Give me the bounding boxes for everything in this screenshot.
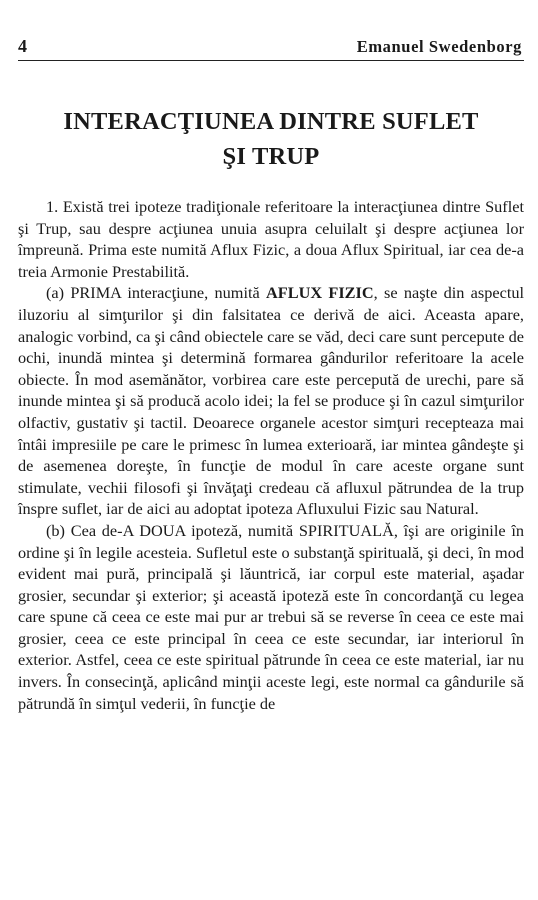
- running-head-author: Emanuel Swedenborg: [356, 37, 522, 56]
- chapter-title: [18, 104, 524, 174]
- paragraph-a: [18, 282, 524, 520]
- paragraph-a-text: , se naşte din aspectul iluzoriu al simţurilor şi din falsitatea ce derivă de aici. Aceasta apare, analogic vorbind, ca şi când obiectele care se văd, deci care sunt percepute de ochi, inundă mintea şi determină formarea gândurilor referitoare la acele obiecte. În mod asemănător, vorbirea care este percepută de urechi, pare să inunde mintea şi să producă acolo idei; la fel se produce şi în cazul simţurilor olfactiv, gustativ şi tactil. Deoarece organele acestor simţuri recepteaza mai întâi impresiile pe care le primesc în lumea exterioară, iar mintea gândeşte şi de asemenea doreşte, în funcţie de modul în care aceste organe sunt stimulate, vechii filosofi şi învăţaţi credeau că afluxul pătrundea de la trup înspre suflet, iar de aici au adoptat ipoteza Afluxului Fizic sau Natural.: [18, 283, 525, 519]
- page-number: 4: [18, 36, 27, 56]
- paragraph-1: [18, 196, 524, 282]
- paragraph-a-lead: (a) PRIMA interacţiune, numită: [46, 283, 267, 303]
- page-header: [18, 36, 524, 61]
- body-text: [18, 196, 524, 714]
- paragraph-b: [18, 520, 524, 714]
- paragraph-1-text: 1. Există trei ipoteze tradiţionale referitoare la interacţiunea dintre Suflet şi Trup, sau despre acţiunea unuia asupra celuilalt şi despre acţiunea lor împreună. Prima este numită Aflux Fizic, a doua Aflux Spiritual, iar cea de-a treia Armonie Prestabilită.: [18, 197, 524, 281]
- paragraph-b-text: (b) Cea de-A DOUA ipoteză, numită SPIRITUALĂ, îşi are originile în ordine şi în legile acesteia. Sufletul este o substanţă spirituală, şi deci, în mod evident mai pură, principală şi lăuntrică, iar corpul este material, aşadar grosier, secundar şi exterior; şi această ipoteză este în concordanţă cu legea care spune că ceea ce este mai pur ar trebui să se reverse în ceea ce este mai grosier, ceea ce este principal în ceea ce este secundar, iar interiorul în exterior. Astfel, ceea ce este spiritual pătrunde în ceea ce este material, iar nu invers. În consecinţă, aplicând minţii aceste legi, este normal ca gândurile să pătrundă în simţul vederii, în funcţie de: [18, 520, 524, 713]
- paragraph-a-bold-term: AFLUX FIZIC: [266, 283, 374, 303]
- chapter-title-line-1: INTERACŢIUNEA DINTRE SUFLET: [63, 108, 479, 135]
- chapter-title-line-2: ŞI TRUP: [222, 143, 320, 170]
